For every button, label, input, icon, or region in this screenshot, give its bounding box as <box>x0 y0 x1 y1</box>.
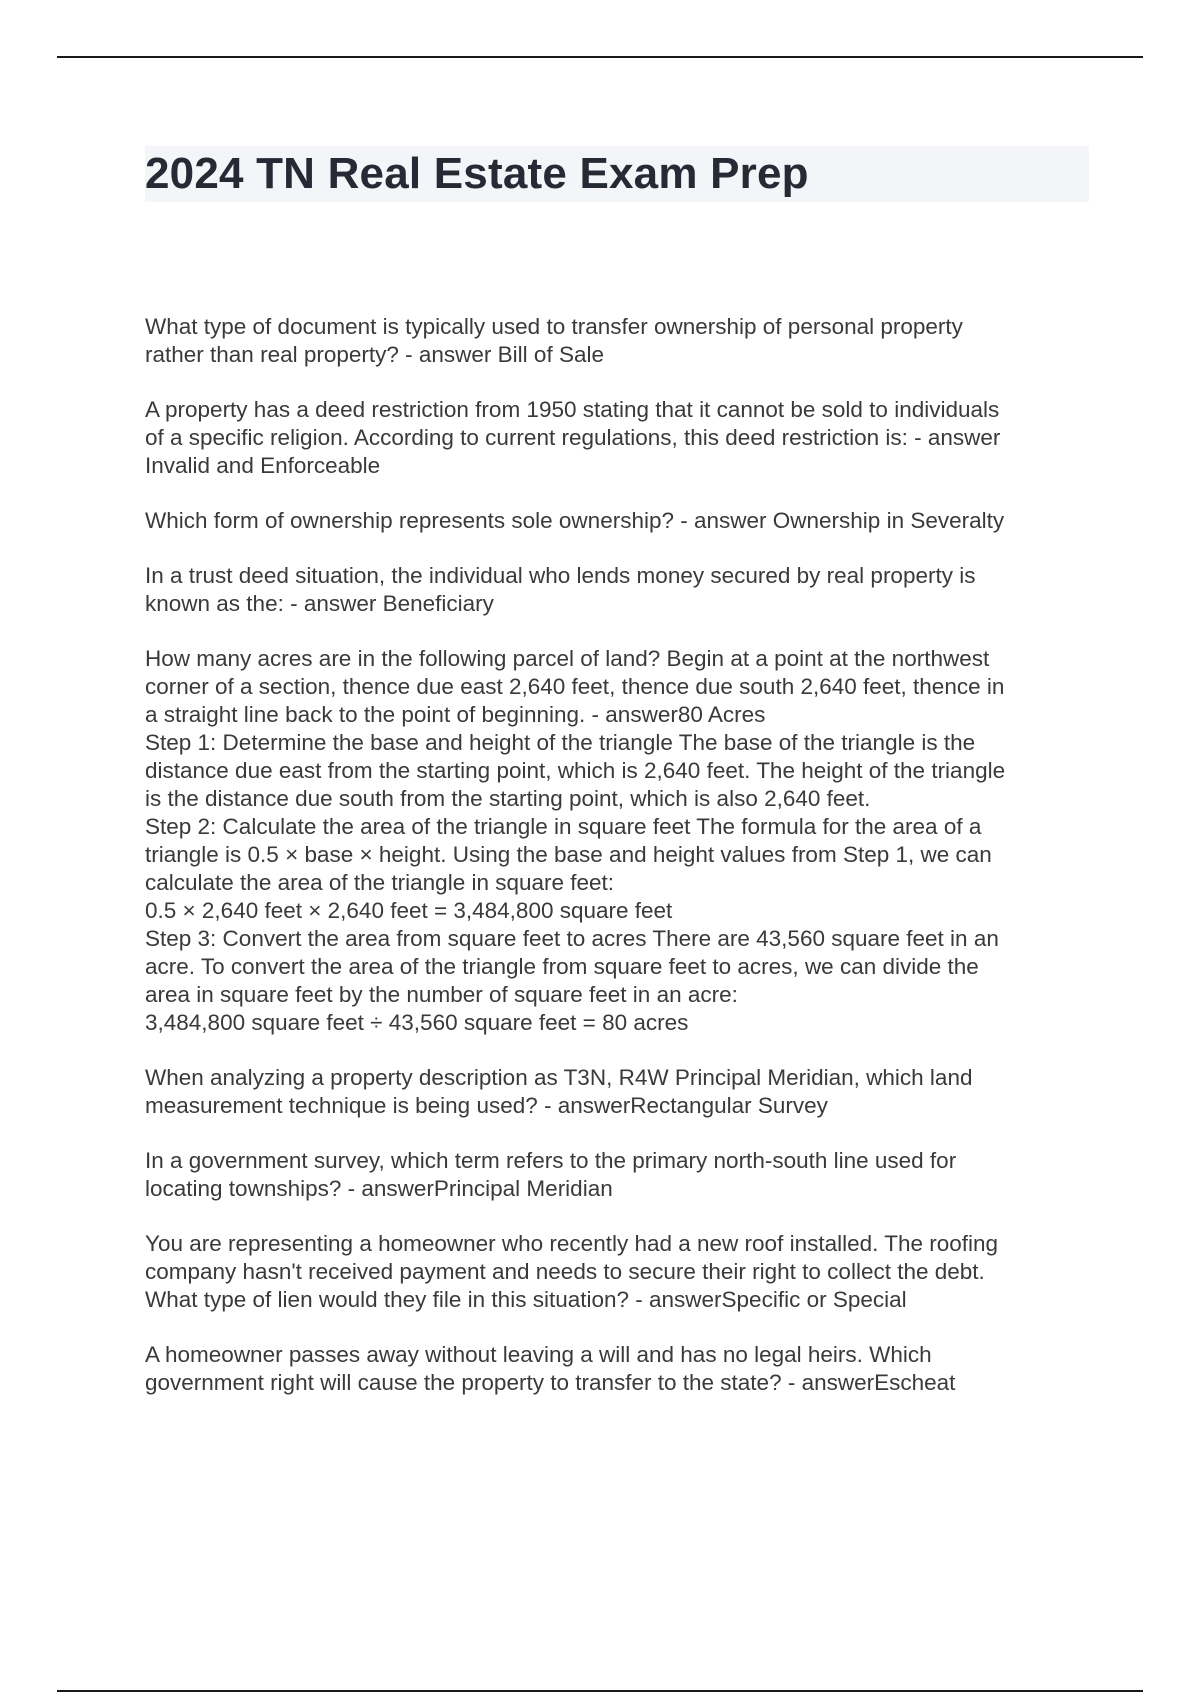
qa-item <box>145 396 1075 480</box>
qa-line: known as the: - answer Beneficiary <box>145 591 494 616</box>
document-title: 2024 TN Real Estate Exam Prep <box>145 149 809 198</box>
bottom-divider <box>57 1690 1143 1692</box>
qa-line: In a government survey, which term refers to the primary north-south line used for <box>145 1148 957 1173</box>
top-divider <box>57 56 1143 58</box>
qa-item <box>145 1230 1075 1314</box>
qa-line: 3,484,800 square feet ÷ 43,560 square feet = 80 acres <box>145 1010 689 1035</box>
qa-line: government right will cause the property to transfer to the state? - answerEscheat <box>145 1370 956 1395</box>
qa-item <box>145 313 1075 369</box>
qa-line: When analyzing a property description as T3N, R4W Principal Meridian, which land <box>145 1065 973 1090</box>
qa-line: In a trust deed situation, the individual who lends money secured by real property is <box>145 563 976 588</box>
qa-line: of a specific religion. According to current regulations, this deed restriction is: - answer <box>145 425 1001 450</box>
qa-line: A homeowner passes away without leaving a will and has no legal heirs. Which <box>145 1342 932 1367</box>
qa-line: Step 2: Calculate the area of the triangle in square feet The formula for the area of a <box>145 814 982 839</box>
qa-line: area in square feet by the number of square feet in an acre: <box>145 982 738 1007</box>
qa-line: company hasn't received payment and needs to secure their right to collect the debt. <box>145 1259 985 1284</box>
qa-line: measurement technique is being used? - answerRectangular Survey <box>145 1093 828 1118</box>
qa-line: rather than real property? - answer Bill of Sale <box>145 342 604 367</box>
qa-item <box>145 1341 1075 1397</box>
qa-line: A property has a deed restriction from 1950 stating that it cannot be sold to individuals <box>145 397 1000 422</box>
qa-line: acre. To convert the area of the triangle from square feet to acres, we can divide the <box>145 954 979 979</box>
qa-line: distance due east from the starting point, which is 2,640 feet. The height of the triangle <box>145 758 1006 783</box>
qa-line: Step 3: Convert the area from square feet to acres There are 43,560 square feet in an <box>145 926 999 951</box>
qa-line: What type of document is typically used to transfer ownership of personal property <box>145 314 963 339</box>
qa-line: corner of a section, thence due east 2,640 feet, thence due south 2,640 feet, thence in <box>145 674 1005 699</box>
qa-line: triangle is 0.5 × base × height. Using the base and height values from Step 1, we can <box>145 842 992 867</box>
qa-line: You are representing a homeowner who recently had a new roof installed. The roofing <box>145 1231 999 1256</box>
qa-item <box>145 1147 1075 1203</box>
qa-item <box>145 645 1075 1037</box>
qa-line: calculate the area of the triangle in square feet: <box>145 870 615 895</box>
qa-line: What type of lien would they file in this situation? - answerSpecific or Special <box>145 1287 907 1312</box>
qa-line: Which form of ownership represents sole ownership? - answer Ownership in Severalty <box>145 508 1005 533</box>
qa-list <box>145 313 1075 1424</box>
qa-line: locating townships? - answerPrincipal Meridian <box>145 1176 613 1201</box>
qa-line: 0.5 × 2,640 feet × 2,640 feet = 3,484,800 square feet <box>145 898 673 923</box>
qa-line: How many acres are in the following parcel of land? Begin at a point at the northwest <box>145 646 990 671</box>
qa-line: Invalid and Enforceable <box>145 453 381 478</box>
qa-line: is the distance due south from the starting point, which is also 2,640 feet. <box>145 786 871 811</box>
qa-line: Step 1: Determine the base and height of the triangle The base of the triangle is the <box>145 730 976 755</box>
qa-item <box>145 507 1075 535</box>
qa-line: a straight line back to the point of beginning. - answer80 Acres <box>145 702 766 727</box>
qa-item <box>145 562 1075 618</box>
qa-item <box>145 1064 1075 1120</box>
